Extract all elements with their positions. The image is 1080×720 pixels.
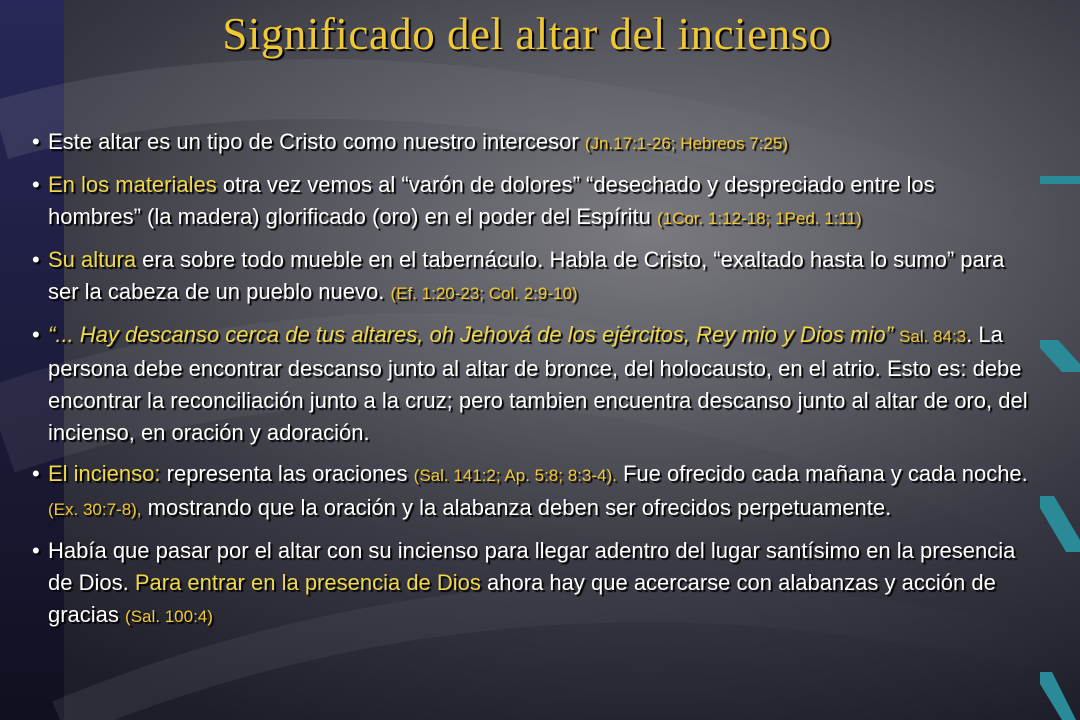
bullet-item-4 xyxy=(32,319,1032,449)
bullet-text: era sobre todo mueble en el tabernáculo. Habla de Cristo, “exaltado hasta lo sumo” para ser la cabeza de un pueblo nuevo. xyxy=(48,247,1005,304)
bullet-text: Había que pasar por el altar con su incienso para llegar adentro del lugar santísimo en la presencia de Dios. xyxy=(48,538,1016,595)
bullet-quote: “... Hay descanso cerca de tus altares, oh Jehová de los ejércitos, Rey mio y Dios mio” xyxy=(48,322,900,347)
bullet-text: Este altar es un tipo de Cristo como nuestro intercesor xyxy=(48,129,585,154)
bullet-highlight: Para entrar en la presencia de Dios xyxy=(134,570,481,595)
bullet-text: otra vez vemos al “varón de dolores” “desechado y despreciado entre los hombres” (la madera) glorificado (oro) en el poder del Espíritu xyxy=(48,172,935,229)
bullet-text: . La persona debe encontrar descanso junto al altar de bronce, del holocausto, en el atrio. Esto es: debe encontrar la reconciliación junto a la cruz; pero tambien encuentra descanso junto al altar de oro, del incienso, en oración y adoración. xyxy=(48,322,1028,445)
bullet-reference: (Ef. 1:20-23; Col. 2:9-10) xyxy=(390,284,578,303)
bullet-text-2: Fue ofrecido cada mañana y cada noche. xyxy=(616,461,1028,486)
bullet-item-6 xyxy=(32,535,1032,633)
bullet-item-3 xyxy=(32,244,1032,310)
bullet-text-3: mostrando que la oración y la alabanza deben ser ofrecidos perpetuamente. xyxy=(141,495,892,520)
bullet-reference: (Jn.17:1-26; Hebreos 7:25) xyxy=(584,134,788,153)
bullet-reference: (Sal. 141:2; Ap. 5:8; 8:3-4). xyxy=(413,466,617,485)
teal-accent-1 xyxy=(1040,176,1080,184)
bullet-item-5 xyxy=(32,458,1032,526)
teal-accent-2 xyxy=(1040,340,1080,372)
bullet-reference-2: (Ex. 30:7-8), xyxy=(48,500,142,519)
slide-title: Significado del altar del incienso xyxy=(222,9,832,59)
bullet-highlight: Su altura xyxy=(48,247,137,272)
teal-accent-4 xyxy=(1040,672,1076,720)
bullet-reference: (Sal. 100:4) xyxy=(125,607,213,626)
bullet-list xyxy=(32,126,1032,642)
bullet-item-2 xyxy=(32,169,1032,235)
bullet-text-2: ahora hay que acercarse con alabanzas y acción de gracias xyxy=(48,570,996,627)
bullet-reference: (1Cor. 1:12-18; 1Ped. 1:11) xyxy=(656,209,862,228)
bullet-highlight: El incienso: xyxy=(48,461,161,486)
bullet-text: representa las oraciones xyxy=(160,461,414,486)
bullet-reference: Sal. 84:3 xyxy=(899,327,967,346)
bullet-item-1 xyxy=(32,126,1032,160)
bullet-highlight: En los materiales xyxy=(48,172,217,197)
